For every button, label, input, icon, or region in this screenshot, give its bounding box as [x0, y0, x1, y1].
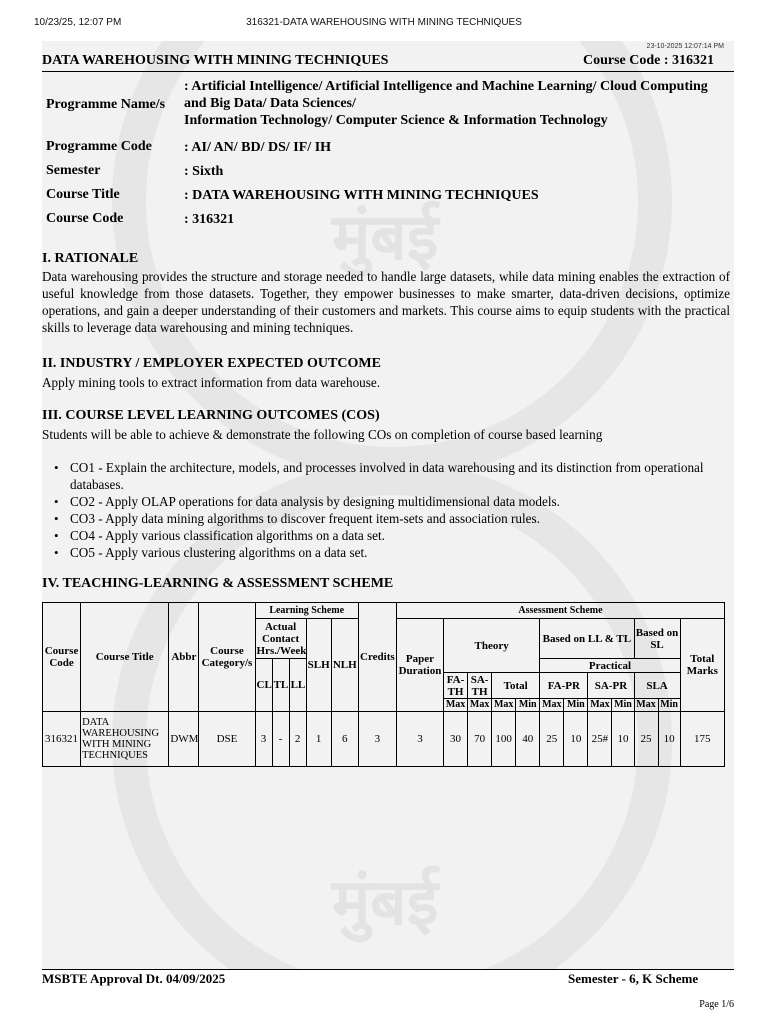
th-paper-duration: Paper Duration — [396, 619, 443, 712]
cell-paper: 3 — [396, 712, 443, 767]
info-label: Semester — [46, 163, 101, 178]
cell-tl: - — [272, 712, 289, 767]
section-rationale-heading: I. RATIONALE — [42, 251, 139, 266]
th-learning-scheme: Learning Scheme — [255, 603, 358, 619]
co-list — [70, 459, 724, 561]
th-sa-th: SA-TH — [468, 673, 492, 699]
cell-sa-th-max: 70 — [468, 712, 492, 767]
cell-fa-th-max: 30 — [444, 712, 468, 767]
info-label: Programme Name/s — [46, 97, 166, 112]
th-actual-contact: Actual Contact Hrs./Week — [256, 620, 307, 657]
th-total-marks: Total Marks — [680, 619, 724, 712]
th-category: Course Category/s — [199, 603, 255, 712]
th-course-title: Course Title — [81, 603, 169, 712]
cell-title: DATA WAREHOUSING WITH MINING TECHNIQUES — [81, 712, 169, 767]
document-title: DATA WAREHOUSING WITH MINING TECHNIQUES — [42, 53, 389, 68]
cos-intro: Students will be able to achieve & demonstrate the following COs on completion of course based learning — [42, 427, 603, 442]
watermark-text-lower: मुंबई — [332, 865, 439, 940]
print-date: 10/23/25, 12:07 PM — [34, 17, 122, 28]
table-row — [43, 712, 725, 767]
info-label: Course Title — [46, 187, 120, 202]
co-item: • CO2 - Apply OLAP operations for data analysis by designing multidimensional data models. — [70, 493, 724, 510]
co-item: • CO4 - Apply various classification algorithms on a data set. — [70, 527, 724, 544]
cell-credits: 3 — [358, 712, 396, 767]
timestamp-stamp: 23-10-2025 12:07:14 PM — [646, 43, 724, 50]
course-code-header: Course Code : 316321 — [582, 53, 714, 68]
info-value — [184, 78, 732, 129]
co-item: • CO3 - Apply data mining algorithms to discover frequent item-sets and association rules. — [70, 510, 724, 527]
info-value-line: and Big Data/ Data Sciences/ — [184, 96, 356, 111]
th-assessment-scheme: Assessment Scheme — [396, 603, 724, 619]
cell-total-min: 40 — [516, 712, 540, 767]
info-value: : DATA WAREHOUSING WITH MINING TECHNIQUES — [184, 188, 539, 203]
page-number: Page 1/6 — [699, 999, 734, 1010]
th-course-code: Course Code — [43, 603, 81, 712]
cell-sa-pr-max: 25# — [588, 712, 612, 767]
watermark-text: मुंबई — [332, 200, 439, 275]
browser-print-header — [34, 17, 734, 33]
cell-slh: 1 — [306, 712, 331, 767]
document-page — [42, 41, 734, 970]
info-label: Programme Code — [46, 139, 152, 154]
info-value: : 316321 — [184, 212, 235, 227]
th-max: Max — [444, 699, 468, 712]
section-scheme-heading: IV. TEACHING-LEARNING & ASSESSMENT SCHEME — [42, 576, 394, 591]
th-max: Max — [492, 699, 516, 712]
info-value: : Sixth — [184, 164, 224, 179]
th-max: Max — [540, 699, 564, 712]
th-slh: SLH — [306, 619, 331, 712]
section-cos-heading: III. COURSE LEVEL LEARNING OUTCOMES (COS) — [42, 408, 380, 423]
th-abbr: Abbr — [169, 603, 199, 712]
cell-sla-max: 25 — [634, 712, 658, 767]
th-fa-th: FA-TH — [444, 673, 468, 699]
cell-ll: 2 — [289, 712, 306, 767]
info-value: : AI/ AN/ BD/ DS/ IF/ IH — [184, 140, 332, 155]
cell-sla-min: 10 — [658, 712, 680, 767]
cell-nlh: 6 — [331, 712, 358, 767]
th-sa-pr: SA-PR — [588, 673, 634, 699]
industry-text: Apply mining tools to extract information from data warehouse. — [42, 375, 381, 390]
cell-abbr: DWM — [169, 712, 199, 767]
footer-approval-date: MSBTE Approval Dt. 04/09/2025 — [42, 971, 226, 986]
rationale-text: Data warehousing provides the structure and storage needed to handle large datasets, while data mining enables the extraction of useful knowledge from those datasets. Together, they empower businesses to make smarter, data-driven decisions, optimize operations, and gain a deeper understanding of their customers and markets. This course aims to equip students with the practical skills to leverage data warehousing and mining techniques. — [42, 269, 730, 335]
cell-total-marks: 175 — [680, 712, 724, 767]
info-value-line: Information Technology/ Computer Science & Information Technology — [184, 113, 608, 128]
document-header — [42, 51, 734, 72]
th-based-sl: Based on SL — [634, 619, 680, 659]
th-max: Max — [588, 699, 612, 712]
th-fa-pr: FA-PR — [540, 673, 588, 699]
info-label: Course Code — [46, 211, 124, 226]
section-industry-heading: II. INDUSTRY / EMPLOYER EXPECTED OUTCOME — [42, 356, 381, 371]
cell-fa-pr-min: 10 — [564, 712, 588, 767]
th-credits: Credits — [358, 603, 396, 712]
info-value-line: : Artificial Intelligence/ Artificial Intelligence and Machine Learning/ Cloud Computing — [184, 79, 708, 94]
th-max: Max — [468, 699, 492, 712]
th-min: Min — [658, 699, 680, 712]
cell-sa-pr-min: 10 — [612, 712, 634, 767]
co-item: • CO5 - Apply various clustering algorithms on a data set. — [70, 544, 724, 561]
th-max: Max — [634, 699, 658, 712]
th-ll: LL — [289, 659, 306, 712]
th-sla: SLA — [634, 673, 680, 699]
th-min: Min — [516, 699, 540, 712]
cell-category: DSE — [199, 712, 255, 767]
teaching-assessment-scheme-table — [42, 602, 725, 767]
cell-cl: 3 — [255, 712, 272, 767]
print-title: 316321-DATA WAREHOUSING WITH MINING TECHNIQUES — [246, 17, 522, 28]
th-nlh: NLH — [331, 619, 358, 712]
footer-semester-scheme: Semester - 6, K Scheme — [568, 971, 699, 986]
th-min: Min — [564, 699, 588, 712]
cell-code: 316321 — [43, 712, 81, 767]
th-theory: Theory — [444, 619, 540, 673]
th-based-ll-tl: Based on LL & TL — [540, 619, 634, 659]
co-item: • CO1 - Explain the architecture, models, and processes involved in data warehousing and its distinction from operational databases. — [70, 459, 724, 493]
th-tl: TL — [272, 659, 289, 712]
footer-divider — [42, 969, 734, 970]
cell-fa-pr-max: 25 — [540, 712, 564, 767]
th-practical: Practical — [540, 659, 680, 673]
th-total: Total — [492, 673, 540, 699]
cell-total-max: 100 — [492, 712, 516, 767]
th-cl: CL — [255, 659, 272, 712]
th-min: Min — [612, 699, 634, 712]
